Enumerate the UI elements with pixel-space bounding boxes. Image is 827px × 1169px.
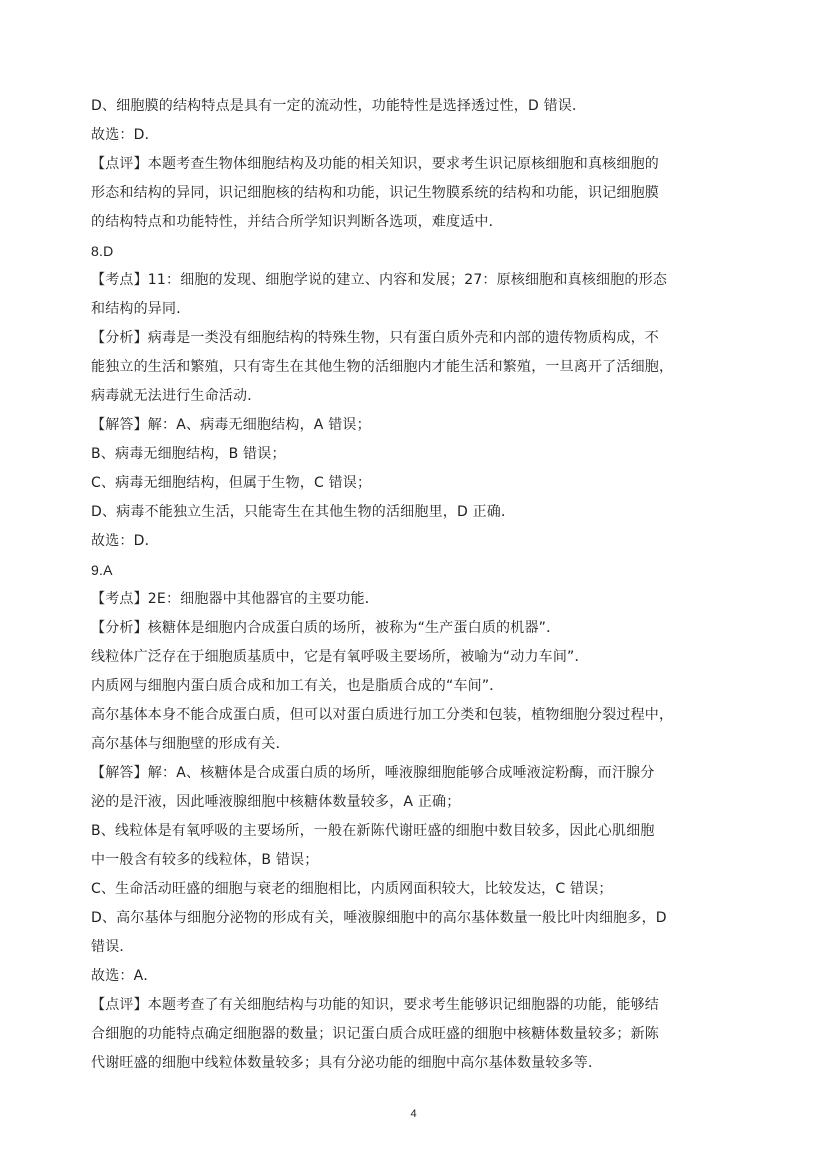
text-line: D、病毒不能独立生活，只能寄生在其他生物的活细胞里，D 正确． (91, 504, 516, 520)
page-number: 4 (410, 1108, 417, 1120)
text-line: 【解答】解：A、病毒无细胞结构，A 错误； (91, 417, 371, 433)
text-line: 【考点】11：细胞的发现、细胞学说的建立、内容和发展；27：原核细胞和真核细胞的形态 (91, 272, 668, 288)
text-line: 高尔基体本身不能合成蛋白质，但可以对蛋白质进行加工分类和包装，植物细胞分裂过程中， (91, 707, 674, 723)
text-line: 【点评】本题考查生物体细胞结构及功能的相关知识，要求考生识记原核细胞和真核细胞的 (91, 156, 659, 172)
text-line: 代谢旺盛的细胞中线粒体数量较多；具有分泌功能的细胞中高尔基体数量较多等． (91, 1055, 603, 1071)
text-line: D、细胞膜的结构特点是具有一定的流动性，功能特性是选择透过性，D 错误． (91, 98, 587, 114)
document-body (91, 92, 735, 1078)
text-line: 【分析】核糖体是细胞内合成蛋白质的场所，被称为“生产蛋白质的机器”． (91, 620, 561, 636)
text-line: C、病毒无细胞结构，但属于生物，C 错误； (91, 475, 372, 491)
text-line: 故选：D． (91, 533, 159, 549)
text-line: 【分析】病毒是一类没有细胞结构的特殊生物，只有蛋白质外壳和内部的遗传物质构成，不 (91, 330, 659, 346)
text-line: 的结构特点和功能特性，并结合所学知识判断各选项，难度适中． (91, 214, 503, 230)
text-line: 高尔基体与细胞壁的形成有关． (91, 736, 290, 752)
text-line: B、病毒无细胞结构，B 错误； (91, 446, 286, 462)
text-line: 线粒体广泛存在于细胞质基质中，它是有氧呼吸主要场所，被喻为“动力车间”． (91, 649, 589, 665)
text-line: B、线粒体是有氧呼吸的主要场所，一般在新陈代谢旺盛的细胞中数目较多，因此心肌细胞 (91, 823, 655, 839)
text-line: D、高尔基体与细胞分泌物的形成有关，唾液腺细胞中的高尔基体数量一般比叶肉细胞多，D (91, 910, 667, 926)
text-line: 内质网与细胞内蛋白质合成和加工有关，也是脂质合成的“车间”． (91, 678, 504, 694)
text-line: 【解答】解：A、核糖体是合成蛋白质的场所，唾液腺细胞能够合成唾液淀粉酶，而汗腺分 (91, 765, 655, 781)
text-line: 故选：A． (91, 968, 158, 984)
text-line: 泌的是汗液，因此唾液腺细胞中核糖体数量较多，A 正确； (91, 794, 461, 810)
question-number: 9.A (91, 562, 113, 578)
text-line: 错误． (91, 939, 134, 955)
question-number: 8.D (91, 243, 114, 259)
text-line: 和结构的异同． (91, 301, 191, 317)
text-line: 合细胞的功能特点确定细胞器的数量；识记蛋白质合成旺盛的细胞中核糖体数量较多；新陈 (91, 1026, 659, 1042)
text-line: 中一般含有较多的线粒体，B 错误； (91, 852, 319, 868)
text-line: 能独立的生活和繁殖，只有寄生在其他生物的活细胞内才能生活和繁殖，一旦离开了活细胞， (91, 359, 674, 375)
text-line: 【考点】2E：细胞器中其他器官的主要功能． (91, 591, 379, 607)
text-line: C、生命活动旺盛的细胞与衰老的细胞相比，内质网面积较大，比较发达，C 错误； (91, 881, 613, 897)
text-line: 故选：D． (91, 127, 159, 143)
text-line: 病毒就无法进行生命活动． (91, 388, 262, 404)
text-line: 形态和结构的异同，识记细胞核的结构和功能，识记生物膜系统的结构和功能，识记细胞膜 (91, 185, 659, 201)
text-line: 【点评】本题考查了有关细胞结构与功能的知识，要求考生能够识记细胞器的功能，能够结 (91, 997, 659, 1013)
